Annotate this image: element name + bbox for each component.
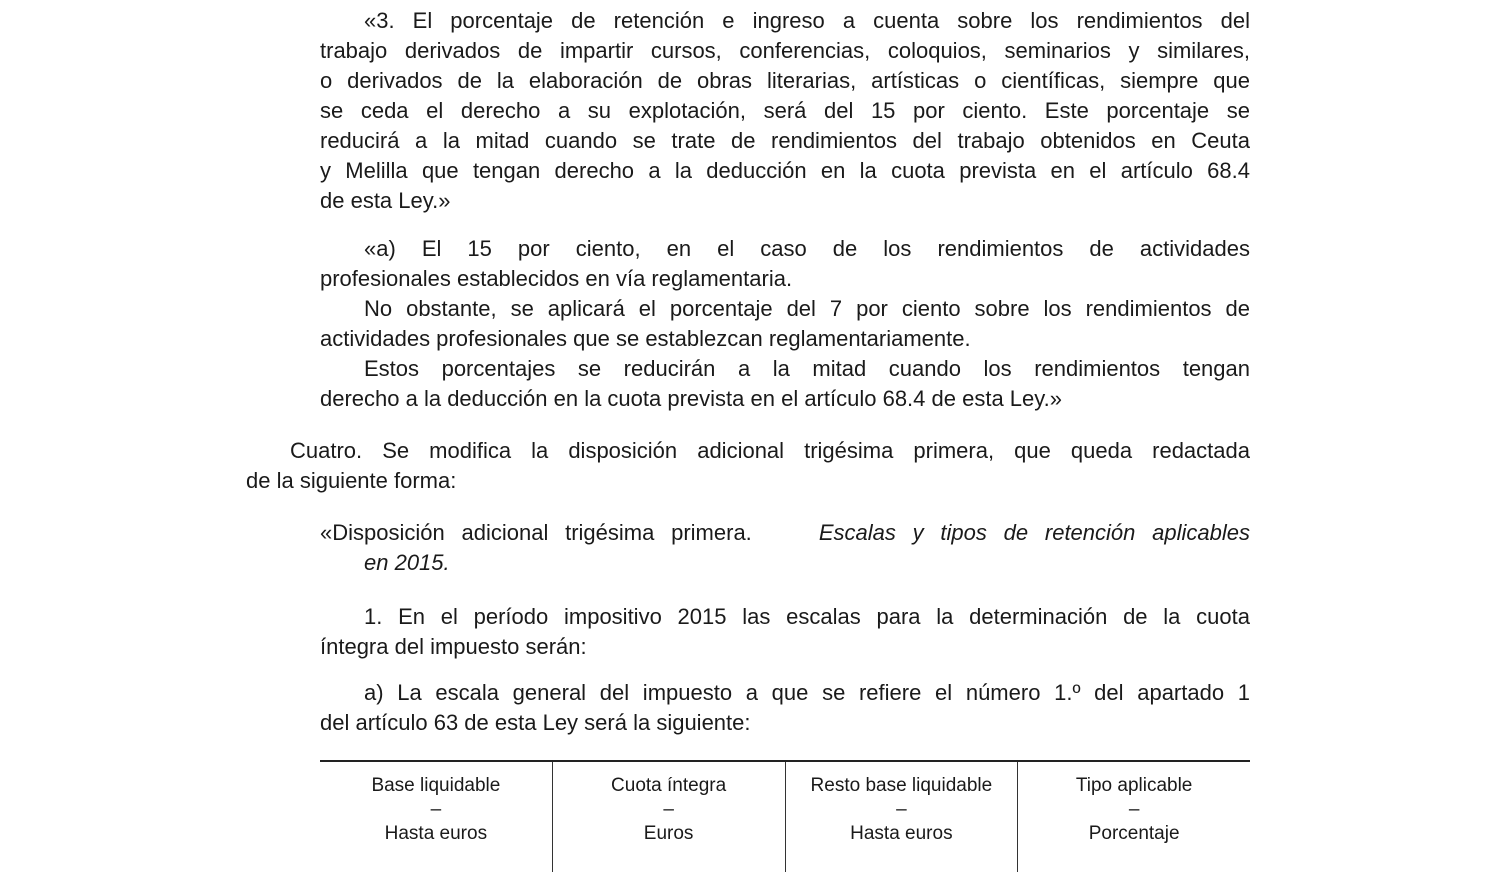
table-header-row [320,762,1250,872]
header-bottom: Hasta euros [850,823,953,844]
text-line: se ceda el derecho a su explotación, será del 15 por ciento. Este porcentaje se [320,98,1250,123]
tax-scale-table [320,760,1250,872]
text-line: y Melilla que tengan derecho a la deducción en la cuota prevista en el artículo 68.4 [320,158,1250,183]
text-line: trabajo derivados de impartir cursos, conferencias, coloquios, seminarios y similares, [320,38,1250,63]
text-line: Cuatro. Se modifica la disposición adicional trigésima primera, que queda redactada [290,438,1250,463]
disposicion-label: «Disposición adicional trigésima primera. [320,520,752,545]
text-line: «3. El porcentaje de retención e ingreso a cuenta sobre los rendimientos del [364,8,1250,33]
table-header-cell [1017,762,1250,872]
text-line: No obstante, se aplicará el porcentaje del 7 por ciento sobre los rendimientos de [364,296,1250,321]
table-header-cell [320,762,552,872]
text-line: «a) El 15 por ciento, en el caso de los rendimientos de actividades [364,236,1250,261]
header-bottom: Euros [643,823,694,844]
text-line: de esta Ley.» [320,188,451,213]
text-line: derecho a la deducción en la cuota prevista en el artículo 68.4 de esta Ley.» [320,386,1062,411]
paragraph-cuatro [246,436,1250,496]
header-dash: – [663,799,674,820]
text-line: íntegra del impuesto serán: [320,634,587,659]
text-line: en 2015. [364,550,450,575]
item-1 [320,602,1250,662]
text-line: o derivados de la elaboración de obras literarias, artísticas o científicas, siempre que [320,68,1250,93]
table-header-cell [552,762,785,872]
text-line: de la siguiente forma: [246,468,457,493]
header-dash: – [896,799,907,820]
header-top: Resto base liquidable [810,775,993,796]
disposicion-heading [320,518,1250,578]
item-1a [320,678,1250,738]
header-top: Cuota íntegra [611,775,727,796]
header-dash: – [1128,799,1140,820]
text-line: 1. En el período impositivo 2015 las escalas para la determinación de la cuota [364,604,1250,629]
text-line: del artículo 63 de esta Ley será la siguiente: [320,710,751,735]
header-dash: – [430,799,442,820]
paragraph-3 [320,6,1250,216]
text-line: reducirá a la mitad cuando se trate de rendimientos del trabajo obtenidos en Ceuta [320,128,1250,153]
text-line [320,518,1250,548]
table-header-cell [785,762,1018,872]
header-bottom: Hasta euros [384,823,488,844]
header-top: Base liquidable [371,775,501,796]
header-top: Tipo aplicable [1075,775,1193,796]
header-bottom: Porcentaje [1088,823,1180,844]
paragraph-a [320,234,1250,414]
text-line: profesionales establecidos en vía reglamentaria. [320,266,793,291]
text-line: actividades profesionales que se establezcan reglamentariamente. [320,326,971,351]
disposicion-title: Escalas y tipos de retención aplicables [818,520,1250,545]
text-line: a) La escala general del impuesto a que se refiere el número 1.º del apartado 1 [364,680,1250,705]
text-line: Estos porcentajes se reducirán a la mitad cuando los rendimientos tengan [364,356,1250,381]
